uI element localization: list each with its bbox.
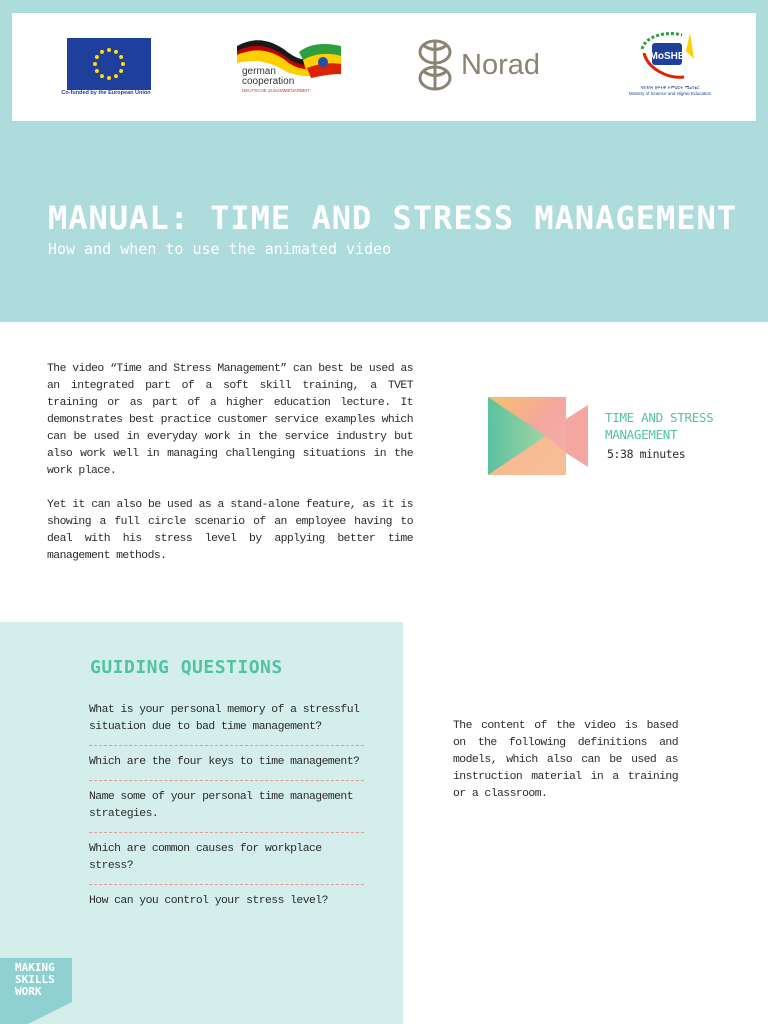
- norad-logo: [417, 39, 557, 93]
- mohe-emblem-text: MoSHE: [649, 51, 685, 62]
- badge-line1: MAKING: [15, 961, 55, 974]
- guiding-questions-list: [89, 702, 364, 927]
- badge-line3: WORK: [15, 985, 42, 998]
- mohe-amharic-caption: ሳይንስና ከፍተኛ ትምህርት ሚኒስቴር: [640, 86, 700, 91]
- list-item: How can you control your stress level?: [89, 895, 328, 907]
- gc-line1: german: [242, 66, 276, 77]
- content-note: The content of the video is based on the following definitions and models, which also can be used as instruction material in a training or a classroom.: [453, 720, 678, 800]
- page-subtitle: How and when to use the animated video: [48, 240, 392, 258]
- badge-text: [15, 962, 55, 998]
- video-duration: 5:38 minutes: [607, 447, 686, 461]
- mohe-emblem-icon: [638, 29, 700, 81]
- intro-paragraph-1: The video “Time and Stress Management” can best be used as an integrated part of a soft skill training, a TVET training or as part of a higher education lecture. It demonstrates best practice customer service examples which can be used in everyday work in the service industry but also work well in managing challenging situations in the work place.: [47, 363, 413, 477]
- gc-line2: cooperation: [242, 76, 295, 87]
- page-title: MANUAL: TIME AND STRESS MANAGEMENT: [48, 199, 738, 237]
- gc-subline: DEUTSCHE ZUSAMMENARBEIT: [242, 88, 311, 93]
- mohe-caption: Ministry of Science and Higher Education: [628, 91, 712, 96]
- norad-wordmark: Norad: [461, 49, 540, 81]
- video-camera-icon[interactable]: [488, 397, 588, 475]
- video-title: TIME AND STRESS MANAGEMENT: [605, 410, 714, 442]
- intro-paragraph-2: Yet it can also be used as a stand-alone feature, as it is showing a full circle scenario of an employee having to deal with his stress level by applying better time management methods.: [47, 499, 413, 562]
- intro-text: [47, 361, 413, 565]
- guiding-questions-title: GUIDING QUESTIONS: [90, 657, 283, 678]
- globe-icon: [417, 39, 453, 91]
- list-item: Name some of your personal time management strategies.: [89, 789, 364, 833]
- german-cooperation-logo: [237, 38, 357, 98]
- list-item: Which are common causes for workplace stress?: [89, 841, 364, 885]
- list-item: What is your personal memory of a stressful situation due to bad time management?: [89, 702, 364, 746]
- eu-logo-caption: Co-funded by the European Union: [61, 90, 151, 96]
- badge-line2: SKILLS: [15, 973, 55, 986]
- eu-stars-icon: [67, 38, 151, 90]
- mohe-logo: [620, 29, 720, 101]
- eu-flag-logo: [67, 38, 151, 90]
- making-skills-work-badge: [0, 958, 72, 1024]
- german-cooperation-text: [242, 67, 294, 87]
- partner-logo-bar: [12, 13, 756, 121]
- list-item: Which are the four keys to time management?: [89, 754, 364, 781]
